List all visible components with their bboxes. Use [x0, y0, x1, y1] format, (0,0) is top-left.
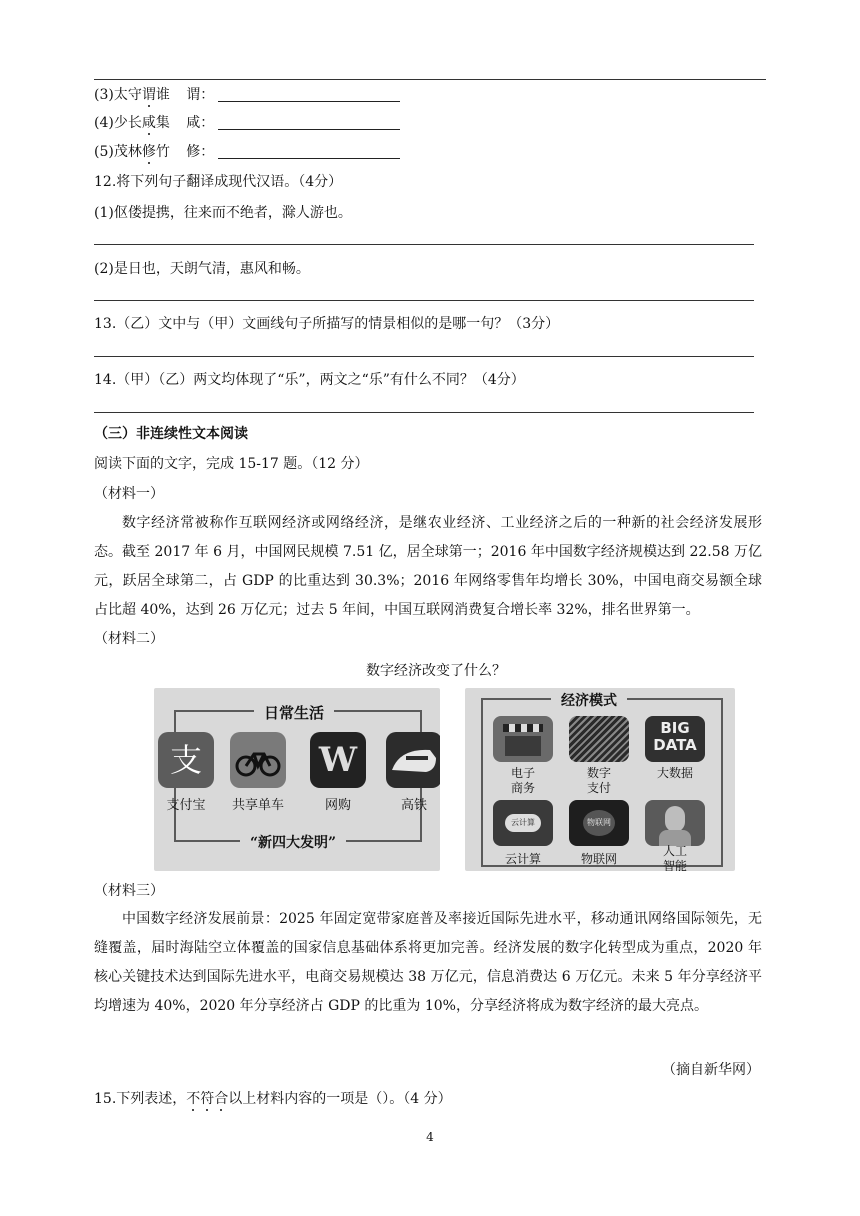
app-label: 网购	[324, 798, 351, 813]
robot-icon	[645, 800, 705, 846]
digital-payment-icon	[569, 716, 629, 762]
dotted-emphasis: 不符合	[186, 1091, 229, 1107]
top-rule	[94, 79, 766, 80]
answer-line[interactable]	[94, 356, 754, 357]
vocab-item-5: (5)茂林修竹 修：	[94, 141, 400, 161]
section-heading: （三）非连续性文本阅读	[94, 426, 248, 442]
question-15-prompt: 15.下列表述，不符合以上材料内容的一项是（）。（4 分）	[94, 1091, 452, 1107]
question-12-sentence-2: (2)是日也，天朗气清，惠风和畅。	[94, 261, 310, 277]
vocab-item-4: (4)少长咸集 咸：	[94, 112, 400, 132]
cloud-computing-icon: 云计算	[493, 800, 553, 846]
question-12-sentence-1: (1)伛偻提携，往来而不绝者，滁人游也。	[94, 205, 352, 221]
answer-line[interactable]	[94, 244, 754, 245]
material-1-text: 数字经济常被称作互联网经济或网络经济，是继农业经济、工业经济之后的一种新的社会经济发展形态。截至 2017 年 6 月，中国网民规模 7.51 亿，居全球第一；2016 年中国数字经济规模达到 22.58 万亿元，跃居全球第二，占 GDP 的比重达到 30.3%；2016 年网络零售年均增长 30%，中国电商交易额全球占比超 40%，达到 26 万亿元；过去 5 年间，中国互联网消费复合增长率 32%，排名世界第一。	[94, 515, 762, 618]
tile-label: 电子 商务	[510, 766, 535, 795]
question-14-prompt: 14.（甲）（乙）两文均体现了“乐”，两文之“乐”有什么不同？（4分）	[94, 372, 525, 388]
app-label: 支付宝	[166, 798, 206, 813]
figure-footer: “新四大发明”	[240, 832, 346, 852]
tile-label: 大数据	[656, 766, 693, 780]
answer-blank[interactable]	[218, 144, 400, 159]
dotted-char: 咸	[141, 115, 156, 131]
vocab-item-3: (3)太守谓谁 谓：	[94, 84, 400, 104]
answer-line[interactable]	[94, 412, 754, 413]
tile-label: 物联网	[580, 852, 617, 866]
big-data-icon: BIG DATA	[645, 716, 705, 762]
page-number: 4	[426, 1130, 434, 1144]
economic-model-figure	[465, 688, 735, 871]
material-3-label: （材料三）	[94, 883, 164, 899]
alipay-icon: 支	[158, 732, 214, 788]
dotted-char: 修	[141, 144, 156, 160]
material-3-text: 中国数字经济发展前景：2025 年固定宽带家庭普及率接近国际先进水平，移动通讯网络国际领先，无缝覆盖，届时海陆空立体覆盖的国家信息基础体系将更加完善。经济发展的数字化转型成为重点，2020 年核心关键技术达到国际先进水平，电商交易规模达 38 万亿元，信息消费达 6 万亿元。未来 5 年分享经济平均增速为 40%，2020 年分享经济占 GDP 的比重为 10%，分享经济将成为数字经济的最大亮点。	[94, 911, 762, 1014]
figure-caption: 数字经济改变了什么？	[366, 663, 506, 679]
dotted-char: 谓	[141, 87, 156, 103]
material-1-label: （材料一）	[94, 486, 164, 502]
answer-blank[interactable]	[218, 87, 400, 102]
tile-label: 数字 支付	[586, 766, 611, 795]
shopping-icon: W	[310, 732, 366, 788]
section-instruction: 阅读下面的文字，完成 15-17 题。（12 分）	[94, 456, 369, 472]
source-attribution: （摘自新华网）	[662, 1062, 760, 1078]
tile-label: 人工 智能	[662, 844, 687, 871]
question-13-prompt: 13.（乙）文中与（甲）文画线句子所描写的情景相似的是哪一句？（3分）	[94, 316, 560, 332]
answer-blank[interactable]	[218, 115, 400, 130]
app-label: 共享单车	[231, 798, 284, 813]
tile-label: 云计算	[504, 852, 541, 866]
material-2-label: （材料二）	[94, 631, 164, 647]
answer-line[interactable]	[94, 300, 754, 301]
figure-title: 日常生活	[254, 702, 334, 723]
storefront-icon	[493, 716, 553, 762]
daily-life-figure	[154, 688, 440, 871]
bicycle-icon	[230, 732, 286, 788]
question-12-prompt: 12.将下列句子翻译成现代汉语。（4分）	[94, 174, 343, 190]
figure-title: 经济模式	[551, 690, 627, 710]
app-label: 高铁	[400, 798, 427, 813]
iot-icon: 物联网	[569, 800, 629, 846]
train-icon	[386, 732, 440, 788]
